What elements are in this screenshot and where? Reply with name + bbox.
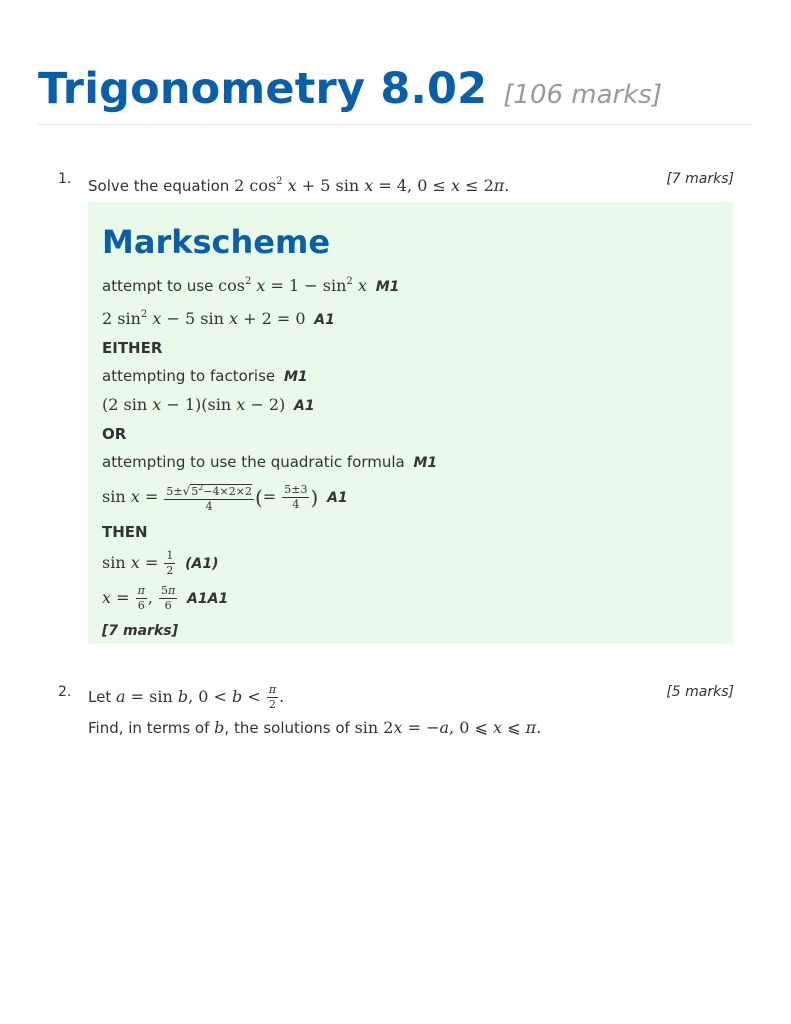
question-line-2: [88, 717, 648, 739]
quadratic-equation: 2 $\sin^2 x - 5$ sin x + 2 = 0: [102, 309, 306, 328]
question-text-part: Find, in terms of: [88, 719, 210, 737]
question-marks: [7 marks]: [666, 171, 734, 187]
markscheme-step: [102, 268, 722, 301]
step-text: attempting to use the quadratic formula: [102, 453, 405, 471]
mark-label: A1A1: [187, 591, 229, 607]
markscheme-step: [102, 391, 722, 420]
markscheme-step: [102, 301, 722, 334]
question-text: [88, 171, 608, 197]
factors: (2 sin x − 1)(sin x − 2): [102, 395, 286, 414]
or-label: OR: [102, 425, 127, 443]
mark-label: A1: [314, 312, 335, 328]
question-prefix: Let: [88, 688, 112, 706]
markscheme-step: [102, 581, 722, 616]
markscheme-step: [102, 448, 722, 477]
markscheme-step: [102, 362, 722, 391]
equation: sin 2x = −a, 0 ⩽ x ⩽ π.: [354, 718, 542, 737]
quadratic-formula: sin x = $\frac{5\pm√5^2-4\times 2\times 2}{4}$ (= $\frac{5\pm 3}{4}$ ): [102, 483, 319, 513]
either-label: EITHER: [102, 339, 163, 357]
variable-b: b: [214, 718, 225, 737]
mark-label: M1: [413, 455, 438, 471]
header-divider: [38, 124, 751, 125]
equation: 2 $\cos^2 x + 5$ sin x = 4, 0 ≤ x ≤ 2π.: [234, 176, 510, 195]
sin-half: sin x = $\frac{1}{2}$: [102, 549, 174, 577]
mark-label: (A1): [185, 556, 219, 572]
mark-label: M1: [283, 369, 308, 385]
definition: a = sin b, 0 < b < $\frac{\pi}{2}$ .: [115, 683, 285, 711]
question-prefix: Solve the equation: [88, 177, 230, 195]
identity: $\cos^2 x = 1 - \sin^2 x$: [218, 276, 367, 295]
step-text: attempt to use: [102, 277, 214, 295]
markscheme-box: [88, 202, 733, 644]
question-marks: [5 marks]: [666, 684, 734, 700]
mark-label: A1: [294, 398, 315, 414]
question-text: [88, 684, 648, 739]
question-number: 1.: [58, 171, 72, 187]
question-number: 2.: [58, 684, 72, 700]
markscheme-heading: Markscheme: [102, 223, 331, 261]
solutions: x = $\frac{\pi}{6}$ , $\frac{5\pi}{6}$: [102, 584, 176, 612]
mark-label: M1: [375, 279, 400, 295]
question-line-1: [88, 684, 648, 711]
step-text: attempting to factorise: [102, 367, 276, 385]
mark-label: A1: [327, 490, 348, 506]
total-marks-label: [7 marks]: [102, 623, 178, 639]
page-header: [38, 64, 751, 114]
markscheme-step: [102, 477, 722, 518]
page-title: Trigonometry 8.02: [38, 64, 488, 114]
markscheme-total: [102, 616, 722, 645]
total-marks: [106 marks]: [503, 80, 662, 110]
markscheme-step: [102, 546, 722, 581]
question-text-part: , the solutions of: [224, 719, 350, 737]
then-label: THEN: [102, 523, 148, 541]
